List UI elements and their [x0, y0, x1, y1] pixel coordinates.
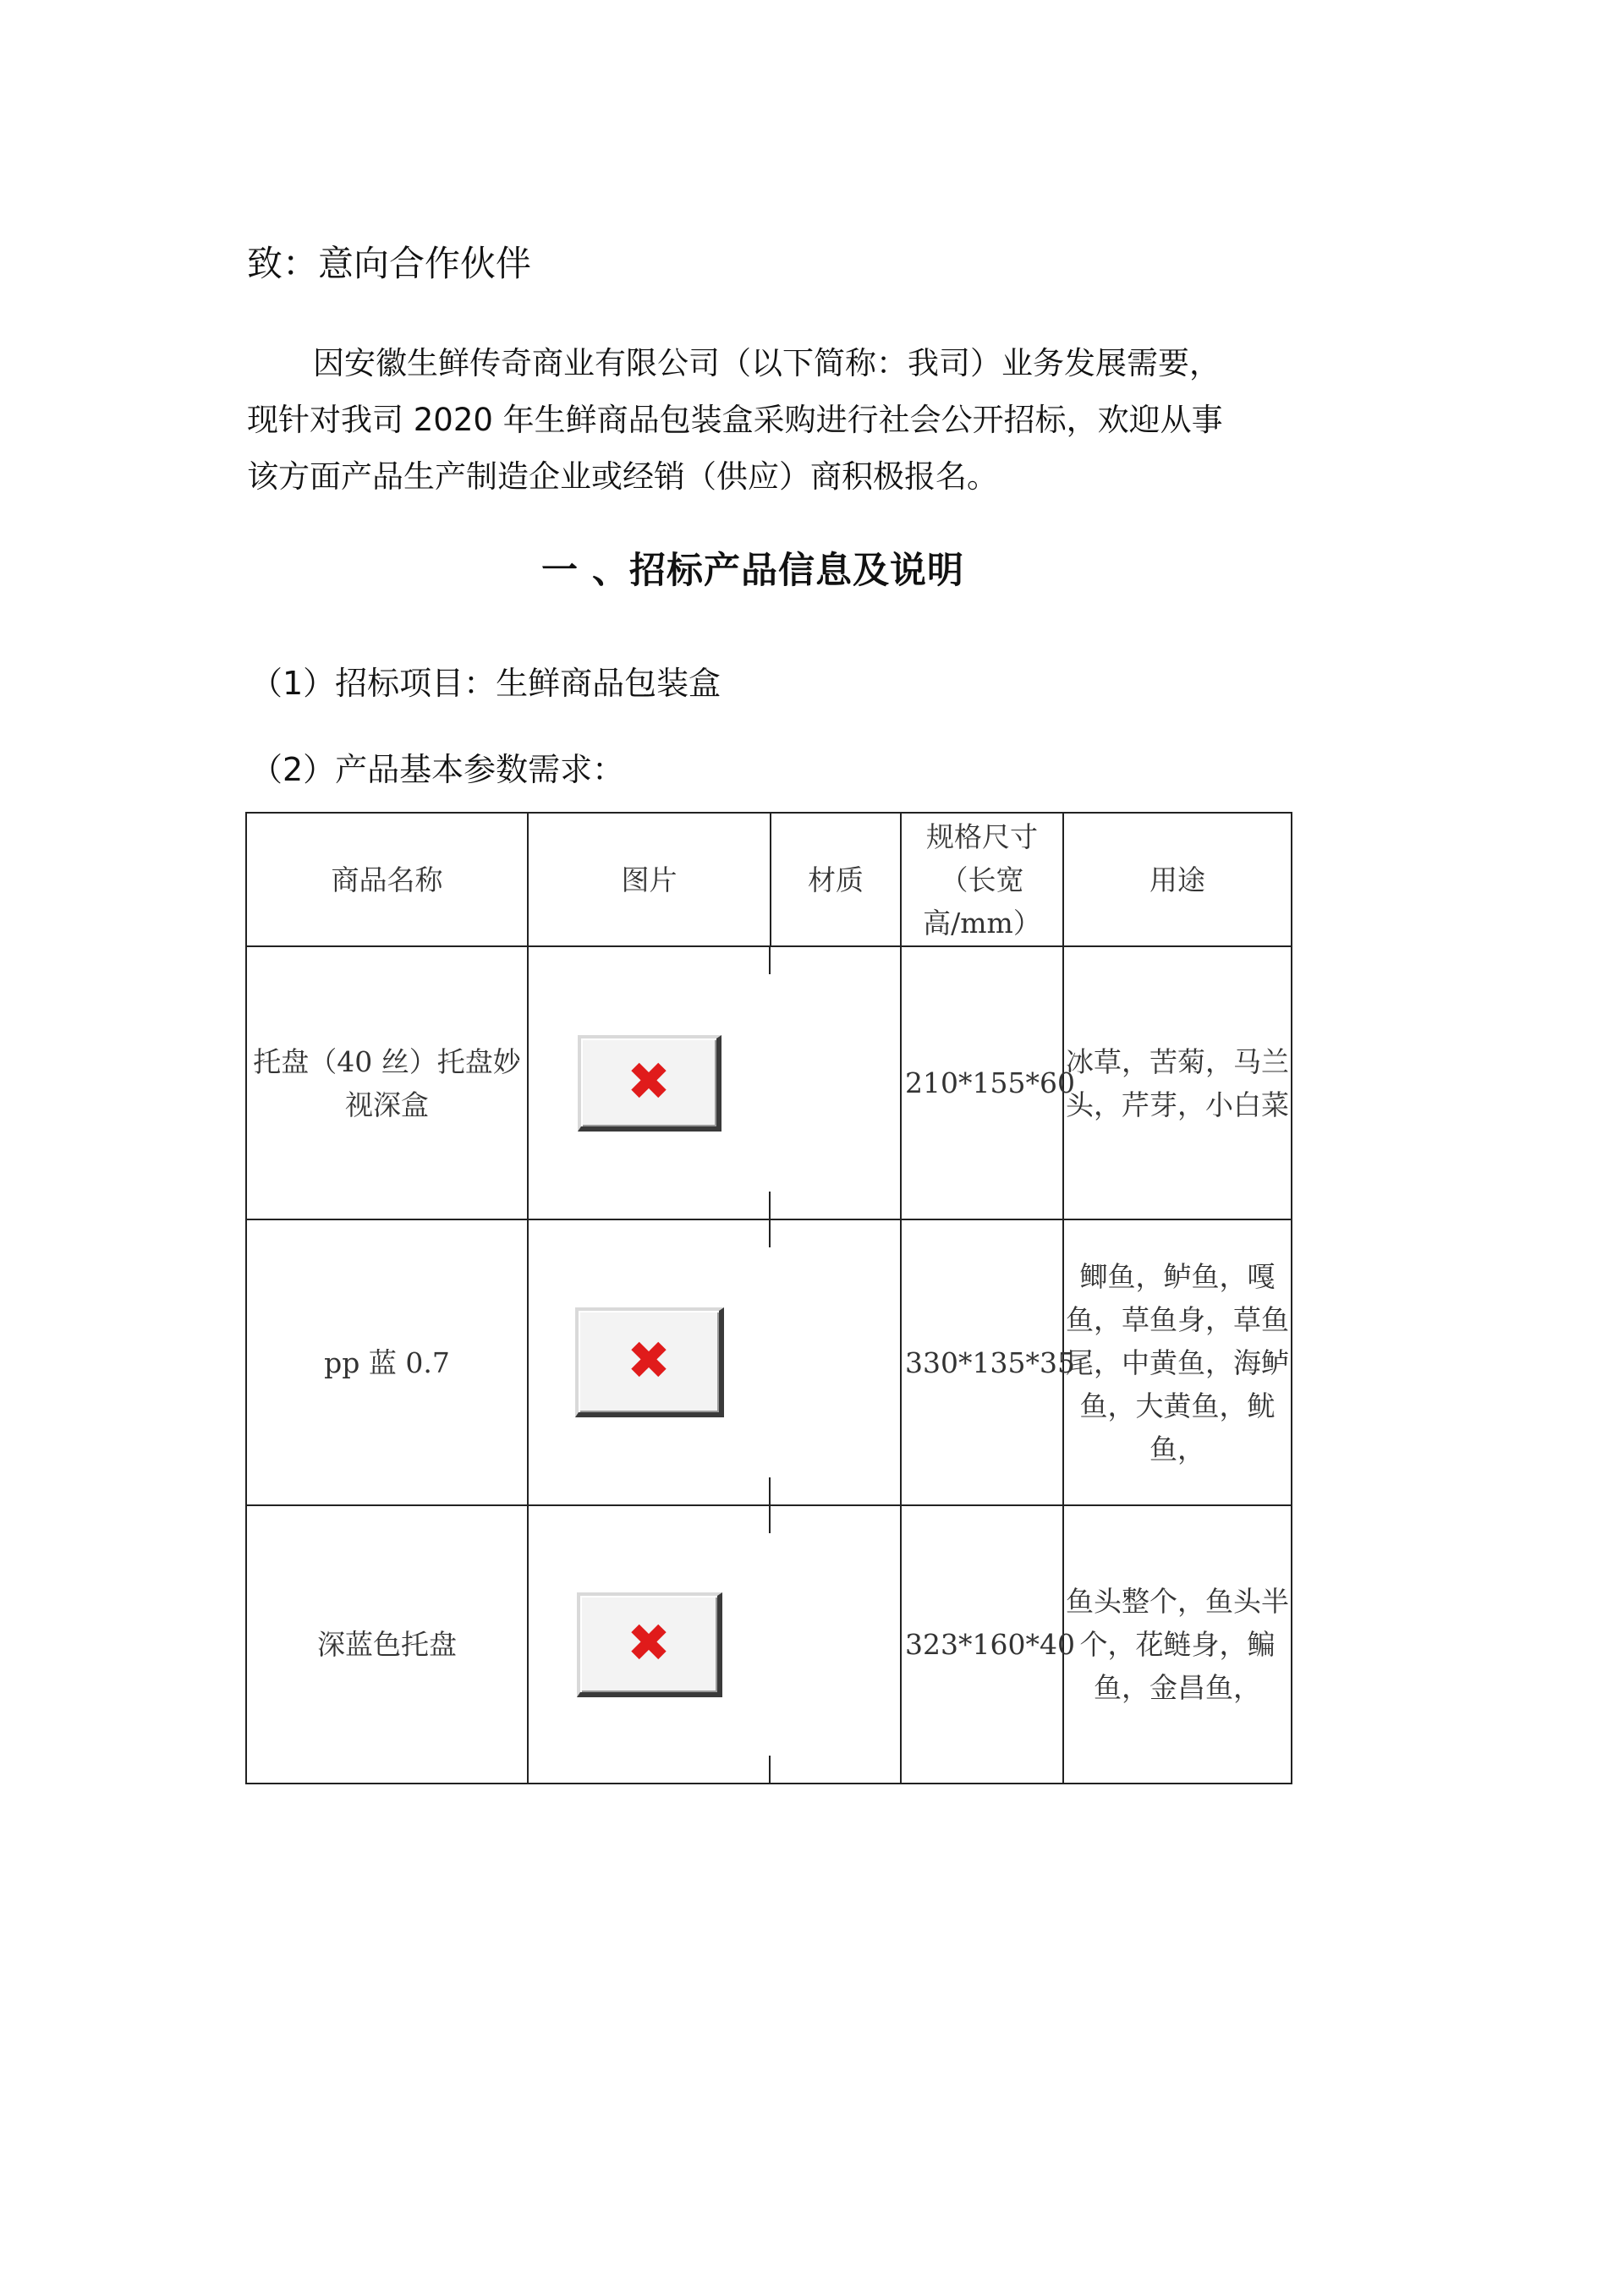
material-cell — [771, 946, 901, 1219]
intro-paragraph — [247, 335, 1304, 505]
product-name-cell: 托盘（40 丝）托盘妙视深盒 — [246, 946, 528, 1219]
table-row — [246, 1505, 1292, 1784]
header-image: 图片 — [528, 813, 771, 946]
size-cell: 210*155*60 — [901, 946, 1063, 1219]
image-cell — [528, 1219, 771, 1505]
table-row — [246, 1219, 1292, 1505]
column-divider-tick — [769, 1477, 771, 1504]
column-divider-tick — [769, 947, 771, 974]
x-icon: ✖ — [627, 1611, 671, 1674]
usage-cell: 鱼头整个，鱼头半个，花鲢身，鳊鱼，金昌鱼， — [1063, 1505, 1292, 1784]
column-divider-tick — [769, 1756, 771, 1783]
section-heading: 一 、招标产品信息及说明 — [541, 550, 964, 592]
product-name-cell: 深蓝色托盘 — [246, 1505, 528, 1784]
x-icon: ✖ — [627, 1329, 671, 1391]
size-cell: 323*160*40 — [901, 1505, 1063, 1784]
table-header-row — [246, 813, 1292, 946]
header-material: 材质 — [771, 813, 901, 946]
column-divider-tick — [769, 1192, 771, 1219]
intro-line: 现针对我司 2020 年生鲜商品包装盒采购进行社会公开招标，欢迎从事 — [247, 402, 1223, 438]
broken-image-icon — [578, 1035, 721, 1132]
intro-line: 因安徽生鲜传奇商业有限公司（以下简称：我司）业务发展需要， — [313, 345, 1221, 381]
size-cell: 330*135*35 — [901, 1219, 1063, 1505]
column-divider-tick — [769, 1220, 771, 1247]
header-size: 规格尺寸（长宽高/mm） — [901, 813, 1063, 946]
material-cell — [771, 1219, 901, 1505]
header-name: 商品名称 — [246, 813, 528, 946]
column-divider-tick — [769, 1506, 771, 1533]
usage-cell: 鲫鱼，鲈鱼，嘎鱼，草鱼身，草鱼尾，中黄鱼，海鲈鱼，大黄鱼，鱿鱼， — [1063, 1219, 1292, 1505]
usage-cell: 冰草，苦菊，马兰头，芹芽，小白菜 — [1063, 946, 1292, 1219]
product-spec-table — [245, 812, 1292, 1784]
greeting: 致：意向合作伙伴 — [247, 243, 532, 284]
broken-image-icon — [577, 1592, 722, 1697]
header-usage: 用途 — [1063, 813, 1292, 946]
bid-project-item: （1）招标项目：生鲜商品包装盒 — [250, 665, 721, 702]
product-params-item: （2）产品基本参数需求： — [250, 751, 625, 788]
table-row — [246, 946, 1292, 1219]
product-name-cell: pp 蓝 0.7 — [246, 1219, 528, 1505]
image-cell — [528, 946, 771, 1219]
intro-line: 该方面产品生产制造企业或经销（供应）商积极报名。 — [247, 458, 998, 495]
x-icon: ✖ — [627, 1049, 671, 1112]
broken-image-icon — [575, 1307, 724, 1417]
material-cell — [771, 1505, 901, 1784]
image-cell — [528, 1505, 771, 1784]
